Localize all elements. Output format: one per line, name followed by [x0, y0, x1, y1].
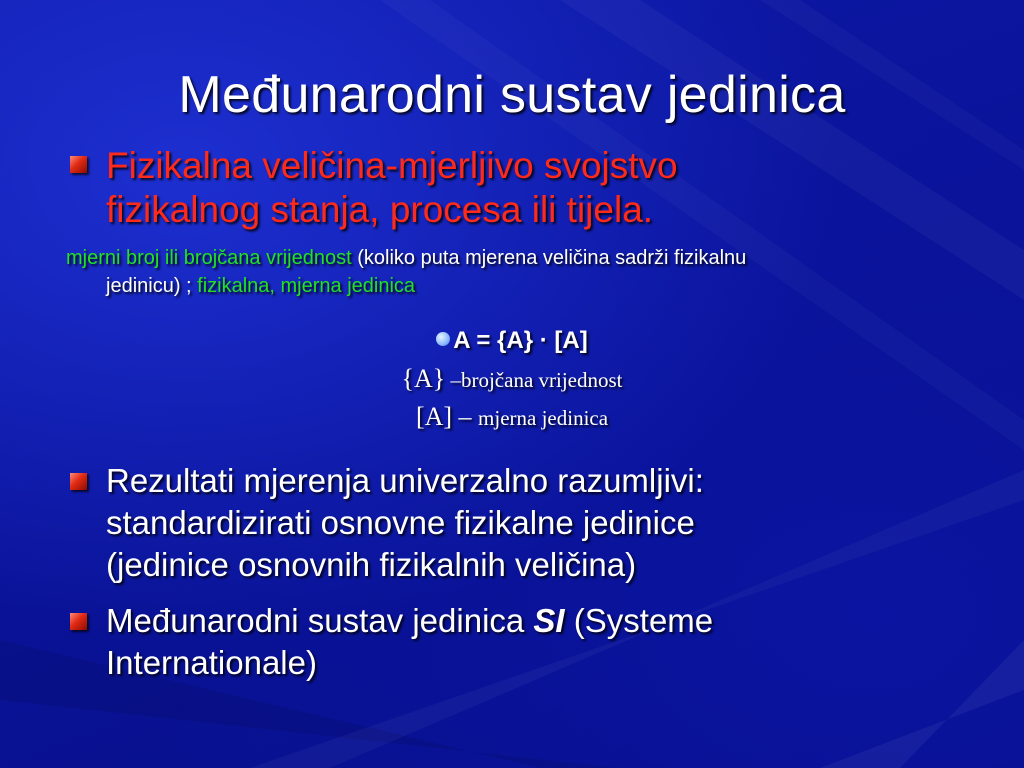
slide-title: Međunarodni sustav jedinica [178, 66, 846, 124]
sub-green-2: fizikalna, mjerna jedinica [197, 275, 416, 297]
si-abbreviation: SI [533, 602, 565, 639]
formula-main [0, 326, 1024, 356]
bullet-square-icon [70, 156, 87, 173]
bullet-3-part-1: Međunarodni sustav jedinica [106, 602, 534, 639]
formula-line-2-symbol: {A} [401, 364, 446, 393]
bullet-1-line-1: Fizikalna veličina-mjerljivo svojstvo [106, 145, 678, 186]
formula-line-3-text: mjerna jedinica [478, 406, 609, 430]
sub-paragraph [66, 244, 966, 300]
bullet-square-icon [70, 613, 87, 630]
bullet-1-text [106, 144, 986, 232]
bullet-1-line-2: fizikalnog stanja, procesa ili tijela. [106, 189, 654, 230]
formula-line-3-symbol: [A] [415, 402, 453, 431]
bullet-2-line-3: (jedinice osnovnih fizikalnih veličina) [106, 546, 637, 583]
bullet-3-text [106, 600, 986, 684]
sub-green-1: mjerni broj ili brojčana vrijednost [66, 247, 352, 269]
bullet-2-text [106, 460, 986, 586]
bullet-3-part-2: (Systeme [564, 602, 714, 639]
bullet-2-line-2: standardizirati osnovne fizikalne jedinice [106, 504, 695, 541]
bullet-square-icon [70, 473, 87, 490]
bullet-2-line-1: Rezultati mjerenja univerzalno razumljivi: [106, 462, 704, 499]
bullet-dot-icon [436, 332, 450, 346]
formula-line-2 [0, 362, 1024, 397]
sub-white-1: (koliko puta mjerena veličina sadrži fizikalnu [351, 247, 747, 269]
formula-line-3-dash: – [452, 402, 479, 431]
formula-main-text: A = {A} · [A] [453, 327, 588, 354]
bullet-3-line-2: Internationale) [106, 644, 317, 681]
formula-line-2-text: –brojčana vrijednost [445, 368, 623, 392]
sub-white-2: jedinicu) ; [106, 275, 198, 297]
formula-line-3 [0, 400, 1024, 435]
